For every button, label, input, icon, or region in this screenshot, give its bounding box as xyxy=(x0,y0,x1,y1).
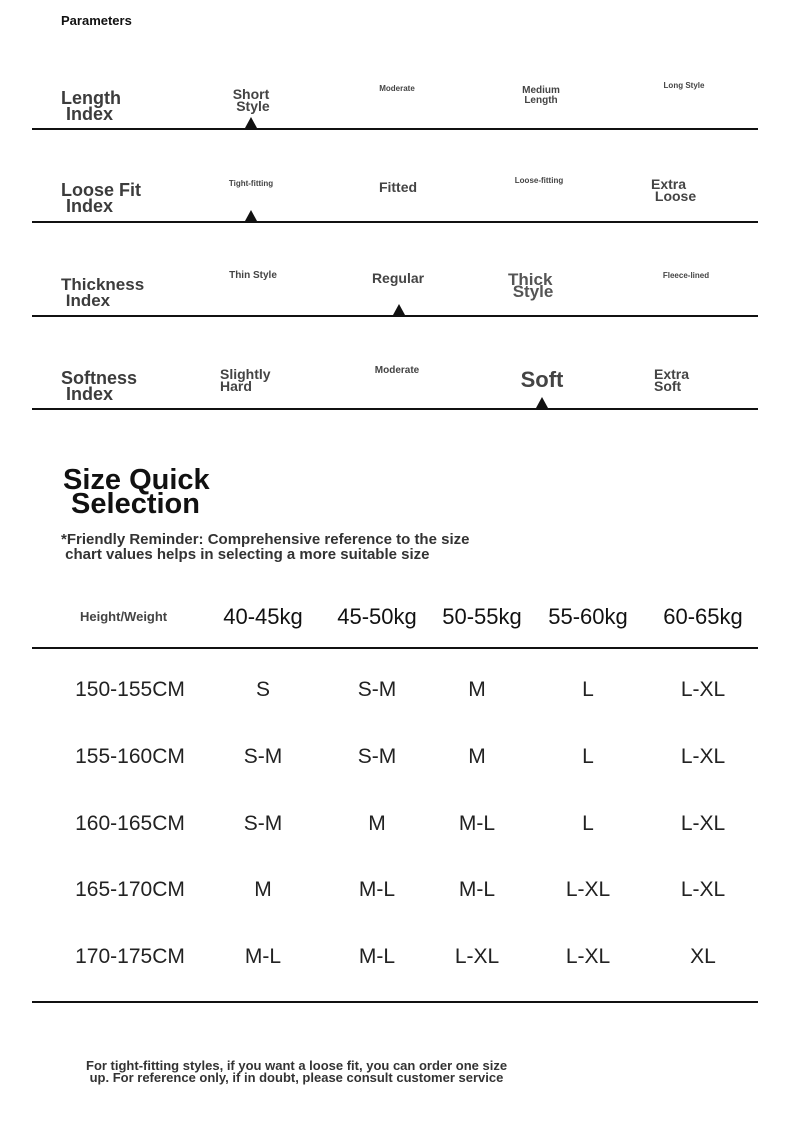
option-moderate: Moderate xyxy=(374,365,420,376)
table-cell: M xyxy=(368,812,386,835)
divider xyxy=(32,315,758,317)
table-cell: L xyxy=(582,812,594,835)
divider xyxy=(32,221,758,223)
divider xyxy=(32,408,758,410)
option-soft: Soft xyxy=(520,367,564,392)
table-cell: XL xyxy=(690,945,716,968)
option-short-style: Short Style xyxy=(232,86,270,114)
table-column-header: 40-45kg xyxy=(223,604,303,629)
option-fleece-lined: Fleece-lined xyxy=(662,271,710,280)
table-cell: M xyxy=(254,878,272,901)
thickness-index-label: Thickness Index xyxy=(61,275,145,310)
table-column-header: 60-65kg xyxy=(663,604,743,629)
table-cell: M-L xyxy=(244,945,282,968)
option-slightly-hard: Slightly Hard xyxy=(220,366,271,394)
table-cell: M-L xyxy=(358,945,396,968)
friendly-reminder: *Friendly Reminder: Comprehensive reference to the size chart values helps in selecting a more suitable size xyxy=(61,531,470,563)
option-thin-style: Thin Style xyxy=(229,270,277,281)
divider xyxy=(32,128,758,130)
footnote: For tight-fitting styles, if you want a loose fit, you can order one size up. For reference only, if in doubt, please consult customer service xyxy=(86,1058,508,1085)
length-index-label: Length Index xyxy=(61,88,121,124)
table-cell: S-M xyxy=(243,745,283,768)
table-row-height: 150-155CM xyxy=(75,678,185,701)
table-divider xyxy=(32,1001,758,1003)
selected-marker-icon xyxy=(393,304,405,315)
softness-index-label: Softness Index xyxy=(61,368,138,404)
option-tight-fitting: Tight-fitting xyxy=(228,179,274,188)
table-cell: M xyxy=(468,678,486,701)
option-loose-fitting: Loose-fitting xyxy=(514,176,564,185)
option-extra-soft: Extra Soft xyxy=(654,366,690,394)
table-cell: L-XL xyxy=(454,945,500,968)
table-cell: L-XL xyxy=(680,812,726,835)
option-long-style: Long Style xyxy=(663,81,705,90)
table-cell: L-XL xyxy=(565,878,611,901)
table-cell: M-L xyxy=(458,878,496,901)
selected-marker-icon xyxy=(536,397,548,408)
option-thick-style: Thick Style xyxy=(508,270,554,301)
table-row-height: 165-170CM xyxy=(75,878,185,901)
table-cell: L xyxy=(582,678,594,701)
table-cell: L-XL xyxy=(565,945,611,968)
table-column-header: 50-55kg xyxy=(442,604,522,629)
option-fitted: Fitted xyxy=(378,179,418,195)
table-cell: M xyxy=(468,745,486,768)
table-cell: M-L xyxy=(358,878,396,901)
table-cell: L-XL xyxy=(680,878,726,901)
option-extra-loose: Extra Loose xyxy=(651,176,697,204)
option-medium-length: Medium Length xyxy=(522,85,560,106)
table-cell: L-XL xyxy=(680,745,726,768)
table-row-height: 170-175CM xyxy=(75,945,185,968)
table-row-height: 155-160CM xyxy=(75,745,185,768)
table-row-height: 160-165CM xyxy=(75,812,185,835)
option-regular: Regular xyxy=(371,270,425,286)
size-quick-selection-title: Size Quick Selection xyxy=(63,464,210,520)
table-cell: L xyxy=(582,745,594,768)
table-cell: S xyxy=(255,678,270,701)
selected-marker-icon xyxy=(245,210,257,221)
table-cell: S-M xyxy=(243,812,283,835)
table-corner-label: Height/Weight xyxy=(80,609,168,624)
loose-fit-index-label: Loose Fit Index xyxy=(61,180,141,216)
parameters-title: Parameters xyxy=(61,13,132,28)
table-cell: M-L xyxy=(458,812,496,835)
table-cell: S-M xyxy=(357,678,397,701)
option-moderate: Moderate xyxy=(379,84,415,93)
table-column-header: 55-60kg xyxy=(548,604,628,629)
table-cell: L-XL xyxy=(680,678,726,701)
selected-marker-icon xyxy=(245,117,257,128)
table-column-header: 45-50kg xyxy=(337,604,417,629)
table-divider xyxy=(32,647,758,649)
table-cell: S-M xyxy=(357,745,397,768)
